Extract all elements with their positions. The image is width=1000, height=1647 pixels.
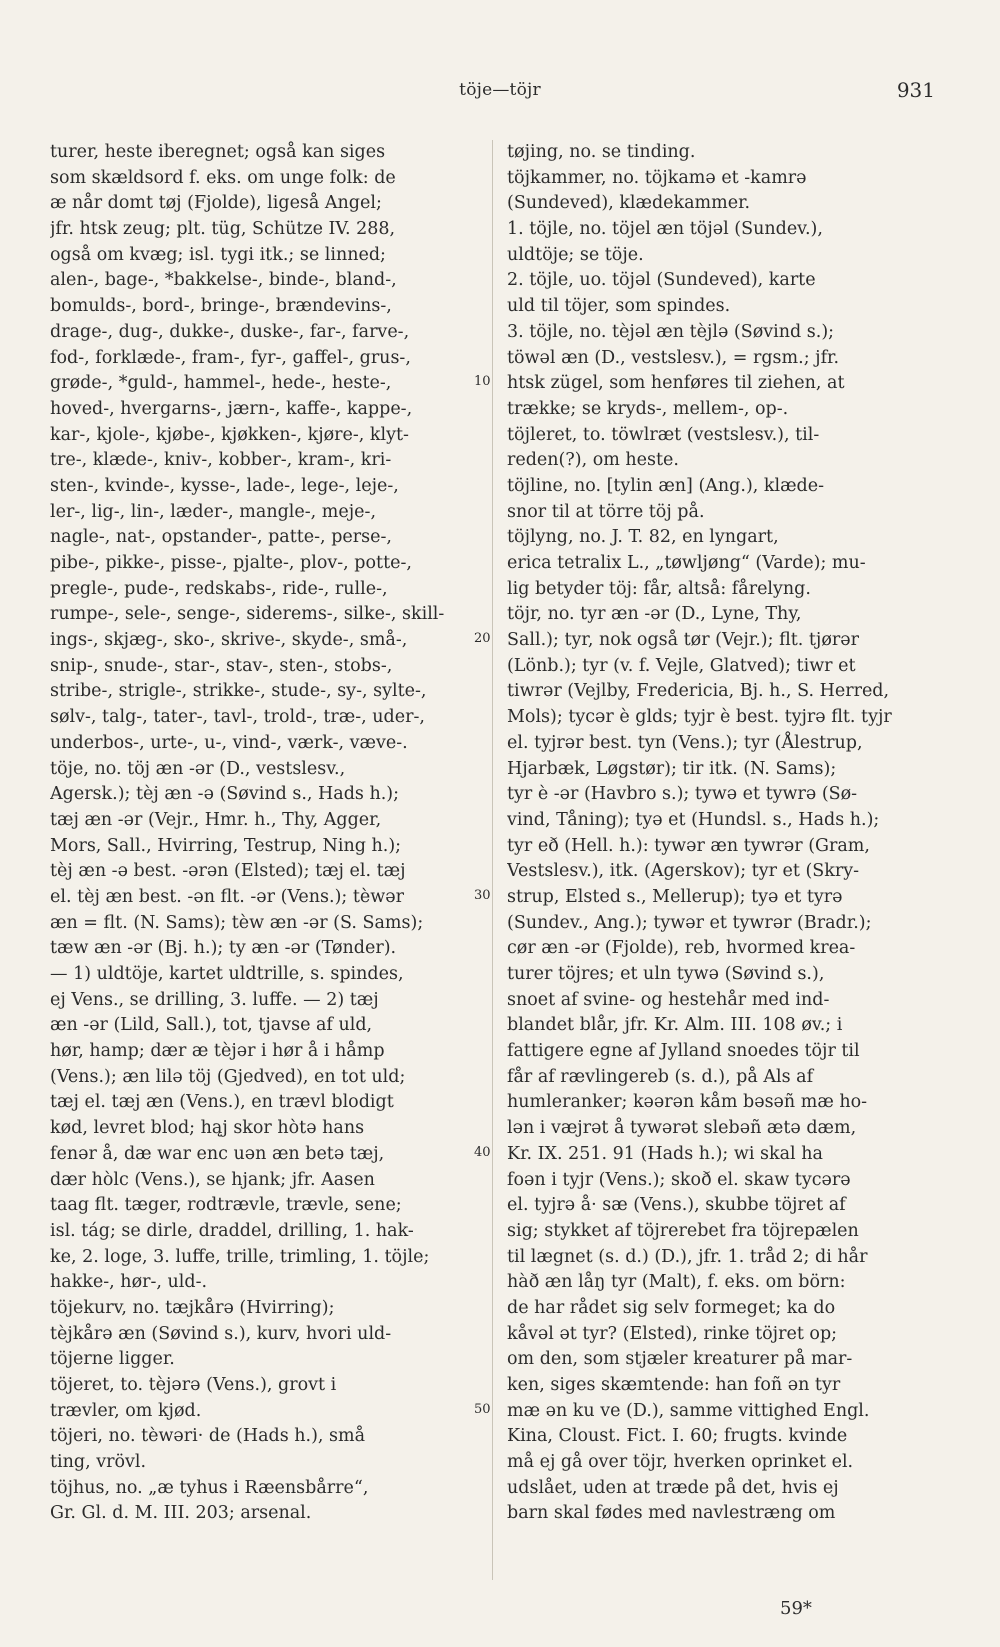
text-line: tæj æn -ər (Vejr., Hmr. h., Thy, Agger, [50,809,382,830]
text-line: kød, levret blod; hąj skor hòtə hans [50,1118,365,1139]
line-number: 20 [474,631,491,647]
text-line: dær hòlc (Vens.), se hjank; jfr. Aasen [50,1169,375,1190]
text-line: grøde-, *guld-, hammel-, hede-, heste-, [50,373,392,394]
text-line: isl. tág; se dirle, draddel, drilling, 1. hak- [50,1220,414,1241]
text-line: trække; se kryds-, mellem-, op-. [507,398,789,419]
text-line: töjeret, to. tèjərə (Vens.), grovt i [50,1375,337,1395]
text-line: el. tyjrər best. tyn (Vens.); tyr (Ålestrup, [507,732,863,753]
text-line: htsk zügel, som henføres til ziehen, at [507,373,845,394]
text-line: hoved-, hvergarns-, jærn-, kaffe-, kappe-, [50,398,413,419]
text-line: bomulds-, bord-, bringe-, brændevins-, [50,296,392,317]
text-line: fattigere egne af Jylland snoedes töjr til [507,1041,860,1062]
text-line: kar-, kjole-, kjøbe-, kjøkken-, kjøre-, klyt- [50,424,409,445]
text-line: cør æn -ər (Fjolde), reb, hvormed krea- [507,938,856,959]
text-line: (Sundeved), klædekammer. [507,193,751,214]
text-line: rumpe-, sele-, senge-, siderems-, silke-, skill- [50,604,445,625]
text-line: töjleret, to. töwlræt (vestslesv.), til- [507,424,820,445]
text-line: 2. töjle, uo. töjəl (Sundeved), karte [507,270,816,291]
column-divider [492,140,493,1580]
text-line: Hjarbæk, Løgstør); tir itk. (N. Sams); [507,758,837,779]
text-line: (Lönb.); tyr (v. f. Vejle, Glatved); tiwr et [507,655,856,676]
text-line: hàð æn låŋ tyr (Malt), f. eks. om börn: [507,1272,846,1293]
text-line: Mols); tycər è glds; tyjr è best. tyjrə flt. tyjr [507,707,892,728]
text-line: töje, no. töj æn -ər (D., vestslesv., [50,758,346,779]
text-line: Mors, Sall., Hvirring, Testrup, Ning h.); [50,835,402,856]
text-line: Sall.); tyr, nok også tør (Vejr.); flt. tjørər [507,630,859,651]
text-line: tøjing, no. se tinding. [507,142,696,162]
text-line: nagle-, nat-, opstander-, patte-, perse-, [50,527,392,548]
text-line: tèj æn -ə best. -ərən (Elsted); tæj el. tæj [50,861,406,882]
text-line: tèjkårə æn (Søvind s.), kurv, hvori uld- [50,1323,392,1344]
text-line: — 1) uldtöje, kartet uldtrille, s. spindes, [50,964,404,984]
text-line: underbos-, urte-, u-, vind-, værk-, væve-. [50,732,408,753]
text-line: tyr è -ər (Havbro s.); tywə et tywrə (Sø- [507,784,858,805]
text-line: töjkammer, no. töjkamə et -kamrə [507,167,807,188]
text-line: æn = flt. (N. Sams); tèw æn -ər (S. Sams); [50,912,424,933]
text-line: ler-, lig-, lin-, læder-, mangle-, meje-, [50,501,377,522]
text-line: ting, vrövl. [50,1452,147,1473]
text-line: snor til at törre töj på. [507,501,705,522]
text-line: Kr. IX. 251. 91 (Hads h.); wi skal ha [507,1143,823,1164]
text-line: fod-, forklæde-, fram-, fyr-, gaffel-, grus-, [50,347,411,368]
text-line: töjeri, no. tèwəri· de (Hads h.), små [50,1426,366,1447]
line-number: 30 [474,888,491,904]
text-line: æ når domt tøj (Fjolde), ligeså Angel; [50,193,382,214]
text-line: foən i tyjr (Vens.); skoð el. skaw tycərə [507,1169,851,1190]
text-line: el. tèj æn best. -ən flt. -ər (Vens.); tèwər [50,886,404,907]
text-line: også om kvæg; isl. tygi itk.; se linned; [50,244,386,265]
text-line: barn skal fødes med navlestræng om [507,1503,836,1524]
text-line: drage-, dug-, dukke-, duske-, far-, farve-, [50,321,410,342]
page-number: 931 [896,78,935,102]
text-line: lig betyder töj: får, altså: fårelyng. [507,578,811,599]
text-line: hør, hamp; dær æ tèjər i hør å i håmp [50,1041,385,1062]
signature-mark: 59* [780,1598,812,1619]
text-line: kåvəl ət tyr? (Elsted), rinke töjret op; [507,1323,838,1344]
text-line: Gr. Gl. d. M. III. 203; arsenal. [50,1503,312,1524]
text-line: 1. töjle, no. töjel æn töjəl (Sundev.), [507,219,823,240]
text-line: stribe-, strigle-, strikke-, stude-, sy-, sylte-, [50,681,427,702]
text-line: tiwrər (Vejlby, Fredericia, Bj. h., S. Herred, [507,681,890,702]
running-head: töje—töjr [459,80,541,100]
text-line: om den, som stjæler kreaturer på mar- [507,1349,853,1370]
text-line: töjr, no. tyr æn -ər (D., Lyne, Thy, [507,604,802,625]
text-line: må ej gå over töjr, hverken oprinket el. [507,1452,854,1473]
text-line: töjekurv, no. tæjkårə (Hvirring); [50,1297,335,1318]
text-line: fenər å, dæ war enc uən æn betə tæj, [50,1143,385,1164]
text-line: snip-, snude-, star-, stav-, sten-, stobs-, [50,655,393,676]
text-line: pregle-, pude-, redskabs-, ride-, rulle-, [50,578,388,599]
text-line: ej Vens., se drilling, 3. luffe. — 2) tæj [50,989,379,1010]
text-line: sig; stykket af töjrerebet fra töjrepælen [507,1220,859,1241]
text-line: Agersk.); tèj æn -ə (Søvind s., Hads h.); [50,784,400,805]
text-line: de har rådet sig selv formeget; ka do [507,1297,836,1318]
left-column [50,140,475,1527]
text-line: hakke-, hør-, uld-. [50,1272,208,1293]
text-line: blandet blår, jfr. Kr. Alm. III. 108 øv.; i [507,1015,843,1036]
line-number: 50 [474,1402,491,1418]
text-line: jfr. htsk zeug; plt. tüg, Schütze IV. 288, [50,219,396,240]
text-line: til lægnet (s. d.) (D.), jfr. 1. tråd 2; di hår [507,1246,868,1267]
text-line: lən i væjrət å tywərət slebəñ ætə dæm, [507,1118,857,1139]
text-line: turer töjres; et uln tywə (Søvind s.), [507,964,825,984]
text-line: töwəl æn (D., vestslesv.), = rgsm.; jfr. [507,347,840,368]
text-line: som skældsord f. eks. om unge folk: de [50,167,396,188]
text-line: tæw æn -ər (Bj. h.); ty æn -ər (Tønder). [50,938,397,959]
text-line: turer, heste iberegnet; også kan siges [50,142,386,162]
text-line: uld til töjer, som spindes. [507,296,731,317]
page-header [0,80,1000,106]
text-line: tyr eð (Hell. h.): tywər æn tywrər (Gram, [507,835,870,856]
text-line: uldtöje; se töje. [507,244,644,265]
text-line: mæ ən ku ve (D.), samme vittighed Engl. [507,1400,870,1421]
text-line: el. tyjrə å· sæ (Vens.), skubbe töjret af [507,1195,846,1216]
text-line: æn -ər (Lild, Sall.), tot, tjavse af uld, [50,1015,373,1036]
text-line: vind, Tåning); tyə et (Hundsl. s., Hads h.); [507,809,880,830]
text-line: trævler, om kjød. [50,1400,202,1421]
text-line: tæj el. tæj æn (Vens.), en trævl blodigt [50,1092,394,1113]
text-line: udslået, uden at træde på det, hvis ej [507,1477,839,1498]
text-line: (Sundev., Ang.); tywər et tywrər (Bradr.); [507,912,872,933]
text-line: alen-, bage-, *bakkelse-, binde-, bland-, [50,270,397,291]
text-line: strup, Elsted s., Mellerup); tyə et tyrə [507,886,843,907]
text-line: sølv-, talg-, tater-, tavl-, trold-, træ-, uder-, [50,707,425,728]
text-line: Kina, Cloust. Fict. I. 60; frugts. kvinde [507,1426,848,1447]
line-number: 10 [474,374,491,390]
text-line: humleranker; kəərən kåm bəsəñ mæ ho- [507,1092,868,1113]
text-line: pibe-, pikke-, pisse-, pjalte-, plov-, potte-, [50,553,412,573]
text-line: töjhus, no. „æ tyhus i Ræensbårre“, [50,1477,369,1498]
text-line: erica tetralix L., „tøwljøng“ (Varde); mu- [507,553,866,573]
text-line: reden(?), om heste. [507,450,679,471]
text-line: töjerne ligger. [50,1349,175,1370]
text-line: sten-, kvinde-, kysse-, lade-, lege-, leje-, [50,475,399,496]
text-line: 3. töjle, no. tèjəl æn tèjlə (Søvind s.); [507,321,835,342]
text-line: snoet af svine- og hestehår med ind- [507,989,830,1010]
text-line: (Vens.); æn lilə töj (Gjedved), en tot uld; [50,1066,406,1087]
text-line: Vestslesv.), itk. (Agerskov); tyr et (Skry- [507,861,860,882]
text-line: taag flt. tæger, rodtrævle, trævle, sene; [50,1195,402,1216]
text-line: får af rævlingereb (s. d.), på Als af [507,1066,814,1087]
text-line: töjlyng, no. J. T. 82, en lyngart, [507,527,779,548]
line-number: 40 [474,1145,491,1161]
text-line: ken, siges skæmtende: han foñ ən tyr [507,1375,841,1395]
text-line: töjline, no. [tylin æn] (Ang.), klæde- [507,475,825,496]
text-line: tre-, klæde-, kniv-, kobber-, kram-, kri- [50,450,392,471]
text-line: ke, 2. loge, 3. luffe, trille, trimling, 1. töjle; [50,1246,430,1267]
right-column [507,140,952,1527]
text-line: ings-, skjæg-, sko-, skrive-, skyde-, små-, [50,630,408,651]
